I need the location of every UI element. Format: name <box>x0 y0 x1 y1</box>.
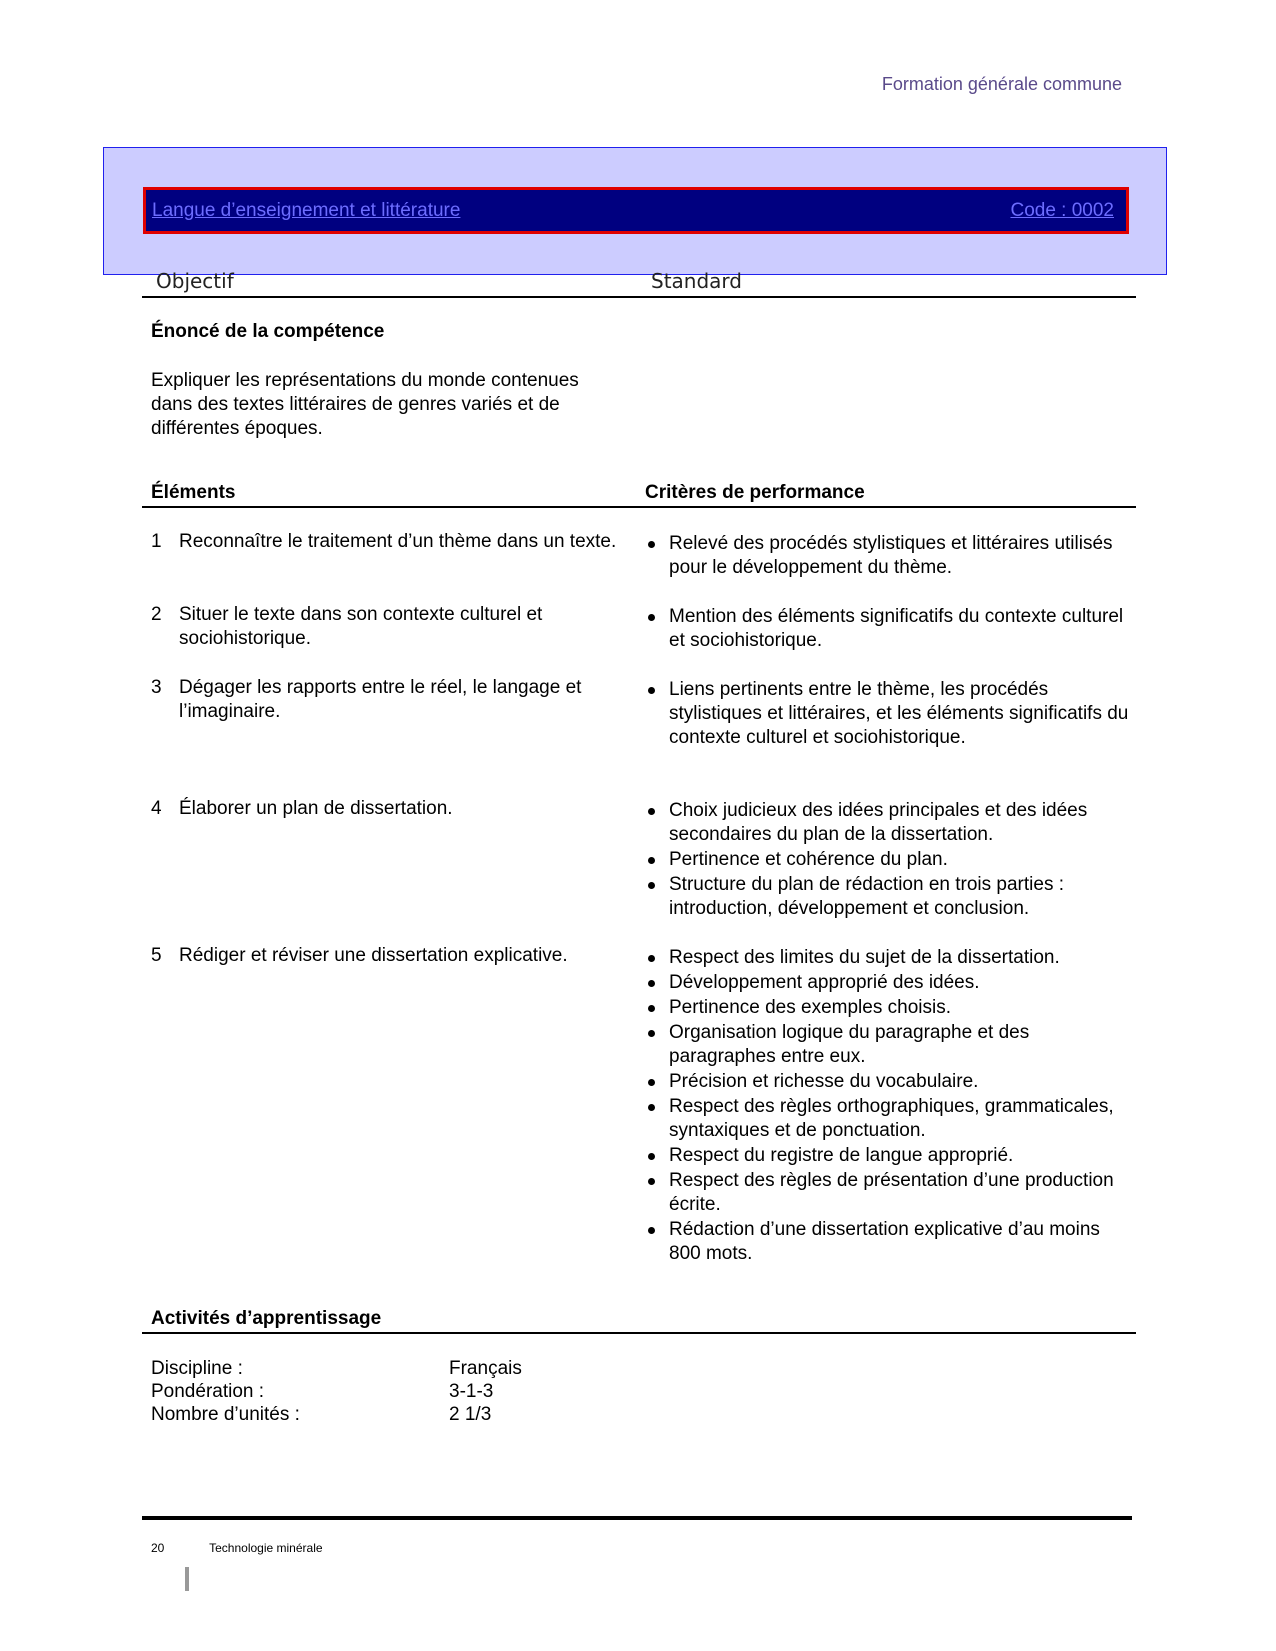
criterion-item: Organisation logique du paragraphe et des paragraphes entre eux. <box>645 1021 1135 1069</box>
element-text: Élaborer un plan de dissertation. <box>179 798 453 819</box>
element-text: Reconnaître le traitement d’un thème dans un texte. <box>179 531 617 552</box>
info-row <box>151 1380 522 1403</box>
competence-line: dans des textes littéraires de genres variés et de <box>151 394 560 415</box>
criterion-item: Respect des limites du sujet de la dissertation. <box>645 946 1135 970</box>
element-text: Rédiger et réviser une dissertation explicative. <box>179 945 568 966</box>
info-label: Discipline : <box>151 1358 243 1379</box>
element-number: 2 <box>151 604 162 625</box>
info-label: Nombre d’unités : <box>151 1404 300 1425</box>
activities-heading: Activités d’apprentissage <box>151 1308 382 1329</box>
criterion-item: Respect des règles de présentation d’une production écrite. <box>645 1169 1135 1217</box>
activities-table <box>151 1357 522 1426</box>
criterion-item: Développement approprié des idées. <box>645 971 1135 995</box>
column-head-standard: Standard <box>651 269 742 293</box>
change-bar <box>185 1567 189 1591</box>
footer-program: Technologie minérale <box>209 1541 323 1555</box>
element-number: 1 <box>151 531 162 552</box>
competence-line: différentes époques. <box>151 418 323 439</box>
divider <box>142 296 1136 298</box>
footer-rule <box>142 1516 1132 1520</box>
element-text: Dégager les rapports entre le réel, le langage et l’imaginaire. <box>179 677 582 722</box>
info-value: 2 1/3 <box>449 1404 492 1425</box>
element-number: 4 <box>151 798 162 819</box>
element-number: 5 <box>151 945 162 966</box>
divider <box>142 506 1136 508</box>
criteria-list <box>645 532 1135 581</box>
criterion-item: Pertinence et cohérence du plan. <box>645 848 1135 872</box>
criterion-item: Choix judicieux des idées principales et des idées secondaires du plan de la dissertation. <box>645 799 1135 847</box>
element-number: 3 <box>151 677 162 698</box>
info-row <box>151 1403 522 1426</box>
element-text: Situer le texte dans son contexte culturel et sociohistorique. <box>179 604 543 649</box>
course-title-bar <box>143 187 1129 234</box>
criterion-item: Respect du registre de langue approprié. <box>645 1144 1135 1168</box>
criterion-item: Structure du plan de rédaction en trois parties : introduction, développement et conclusion. <box>645 873 1135 921</box>
elements-heading: Éléments <box>151 482 236 503</box>
criteria-list <box>645 799 1135 922</box>
competence-statement <box>151 369 579 441</box>
course-code: Code : 0002 <box>1010 199 1114 221</box>
column-head-objectif: Objectif <box>156 269 234 293</box>
divider <box>142 1332 1136 1334</box>
info-row <box>151 1357 522 1380</box>
criteria-heading: Critères de performance <box>645 482 865 503</box>
criterion-item: Pertinence des exemples choisis. <box>645 996 1135 1020</box>
criterion-item: Mention des éléments significatifs du contexte culturel et sociohistorique. <box>645 605 1135 653</box>
criterion-item: Rédaction d’une dissertation explicative d’au moins 800 mots. <box>645 1218 1135 1266</box>
running-header: Formation générale commune <box>881 74 1122 94</box>
criterion-item: Liens pertinents entre le thème, les procédés stylistiques et littéraires, et les éléments significatifs du contexte culturel et sociohistorique. <box>645 678 1135 750</box>
course-title: Langue d’enseignement et littérature <box>152 199 461 221</box>
criteria-list <box>645 678 1135 751</box>
criterion-item: Précision et richesse du vocabulaire. <box>645 1070 1135 1094</box>
criterion-item: Respect des règles orthographiques, grammaticales, syntaxiques et de ponctuation. <box>645 1095 1135 1143</box>
info-value: 3-1-3 <box>449 1381 494 1402</box>
info-value: Français <box>449 1358 522 1379</box>
competence-line: Expliquer les représentations du monde contenues <box>151 370 579 391</box>
page-footer <box>151 1541 323 1555</box>
criteria-list <box>645 946 1135 1267</box>
competence-heading: Énoncé de la compétence <box>151 321 385 342</box>
info-label: Pondération : <box>151 1381 265 1402</box>
criterion-item: Relevé des procédés stylistiques et littéraires utilisés pour le développement du thème. <box>645 532 1135 580</box>
page-number: 20 <box>151 1541 165 1555</box>
criteria-list <box>645 605 1135 654</box>
